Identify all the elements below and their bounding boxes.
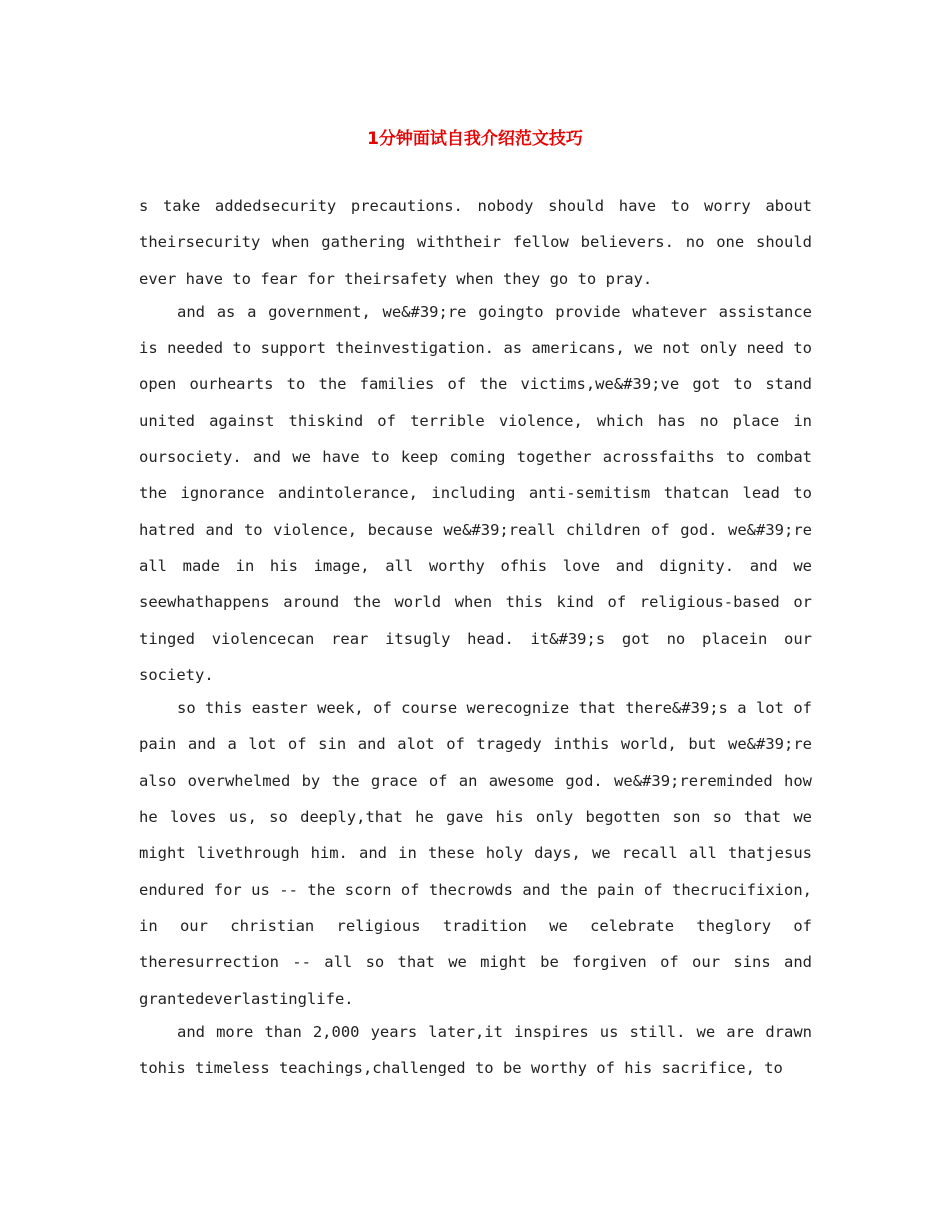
paragraph-2: and as a government, we&#39;re goingto provide whatever assistance is needed to support theinvestigation. as americans, we not only need to open ourhearts to the families of the victims,we&#39;ve got to stand united against thiskind of terrible violence, which has no place in oursociety. and we have to keep coming together acrossfaiths to combat the ignorance andintolerance, including anti-semitism thatcan lead to hatred and to violence, because we&#39;reall children of god. we&#39;re all made in his image, all worthy ofhis love and dignity. and we seewhathappens around the world when this kind of religious-based or tinged violencecan rear itsugly head. it&#39;s got no placein our society.	[139, 302, 812, 684]
paragraph-3: so this easter week, of course werecognize that there&#39;s a lot of pain and a lot of sin and alot of tragedy inthis world, but we&#39;re also overwhelmed by the grace of an awesome god. we&#39;rereminded how he loves us, so deeply,that he gave his only begotten son so that we might livethrough him. and in these holy days, we recall all thatjesus endured for us -- the scorn of thecrowds and the pain of thecrucifixion, in our christian religious tradition we celebrate theglory of theresurrection -- all so that we might be forgiven of our sins and grantedeverlastinglife.	[139, 699, 812, 1008]
paragraph-1: s take addedsecurity precautions. nobody should have to worry about theirsecurity when gathering withtheir fellow believers. no one should ever have to fear for theirsafety when they go to pray.	[139, 197, 812, 288]
document-title: 1分钟面试自我介绍范文技巧	[367, 129, 583, 149]
document-body	[139, 188, 812, 1083]
paragraph-4: and more than 2,000 years later,it inspires us still. we are drawn tohis timeless teachings,challenged to be worthy of his sacrifice, to	[139, 1022, 812, 1078]
